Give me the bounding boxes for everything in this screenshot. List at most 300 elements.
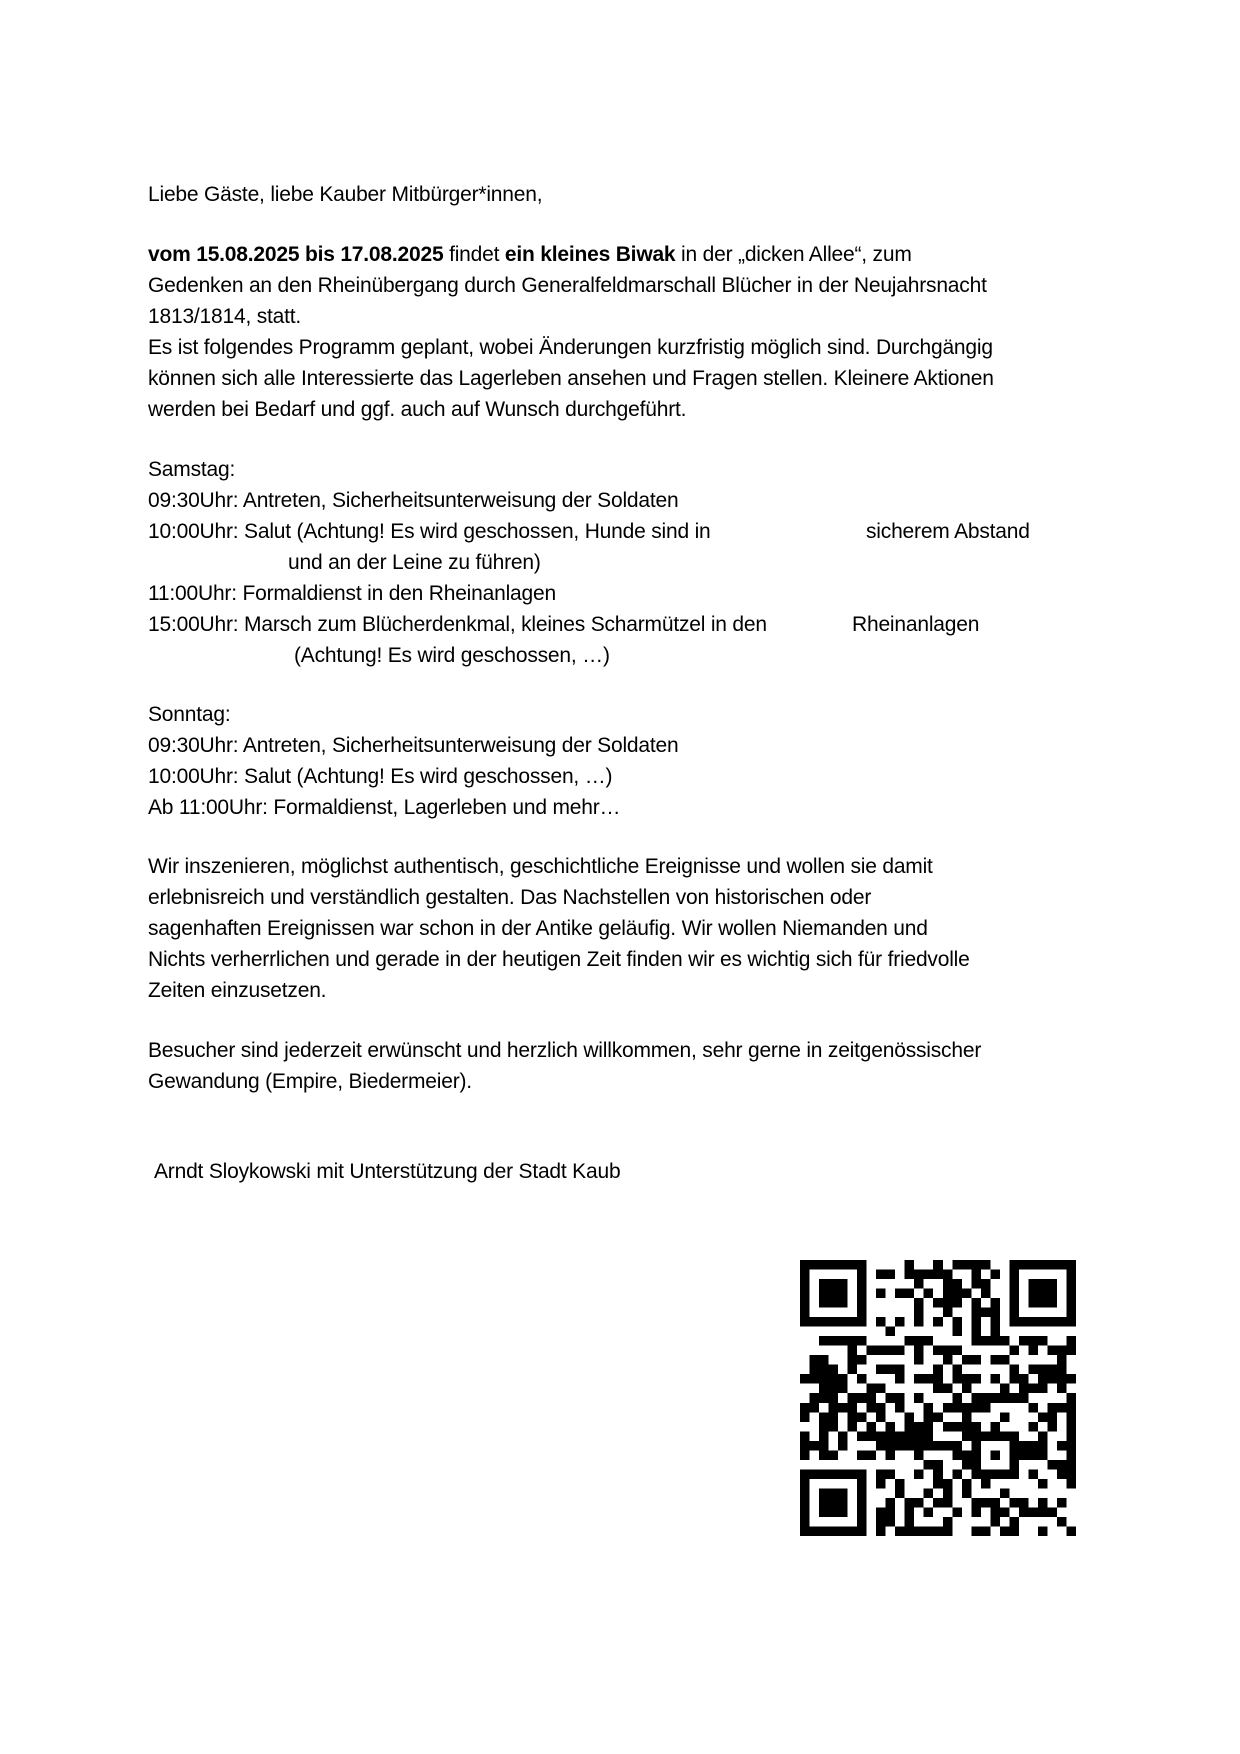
- qr-module: [886, 1365, 896, 1375]
- qr-module: [1066, 1298, 1076, 1308]
- qr-module: [1038, 1317, 1048, 1327]
- qr-module: [829, 1412, 839, 1422]
- qr-module: [1028, 1260, 1038, 1270]
- qr-module: [886, 1498, 896, 1508]
- qr-module: [857, 1393, 867, 1403]
- qr-module: [876, 1412, 886, 1422]
- qr-module: [1047, 1422, 1057, 1432]
- qr-module: [971, 1498, 981, 1508]
- qr-module: [838, 1298, 848, 1308]
- qr-module: [914, 1308, 924, 1318]
- qr-module: [971, 1317, 981, 1327]
- qr-module: [819, 1488, 829, 1498]
- qr-module: [1038, 1374, 1048, 1384]
- qr-module: [971, 1431, 981, 1441]
- qr-module: [1066, 1308, 1076, 1318]
- qr-module: [971, 1507, 981, 1517]
- qr-module: [819, 1526, 829, 1536]
- qr-module: [857, 1260, 867, 1270]
- qr-module: [914, 1298, 924, 1308]
- qr-module: [990, 1308, 1000, 1318]
- qr-module: [1000, 1469, 1010, 1479]
- qr-module: [886, 1422, 896, 1432]
- qr-module: [1009, 1450, 1019, 1460]
- qr-module: [895, 1431, 905, 1441]
- qr-module: [810, 1469, 820, 1479]
- qr-module: [810, 1403, 820, 1413]
- qr-module: [933, 1374, 943, 1384]
- qr-module: [905, 1270, 915, 1280]
- qr-module: [981, 1403, 991, 1413]
- qr-module: [962, 1412, 972, 1422]
- qr-module: [990, 1507, 1000, 1517]
- qr-module: [886, 1393, 896, 1403]
- saturday-item-continued: sicherem Abstand: [866, 520, 1030, 543]
- qr-module: [981, 1431, 991, 1441]
- qr-module: [810, 1374, 820, 1384]
- qr-module: [800, 1469, 810, 1479]
- qr-module: [895, 1346, 905, 1356]
- qr-module: [981, 1498, 991, 1508]
- qr-module: [990, 1517, 1000, 1527]
- qr-module: [800, 1479, 810, 1489]
- qr-module: [1009, 1431, 1019, 1441]
- qr-module: [876, 1507, 886, 1517]
- qr-module: [971, 1270, 981, 1280]
- qr-module: [848, 1336, 858, 1346]
- qr-module: [971, 1469, 981, 1479]
- qr-module: [943, 1488, 953, 1498]
- qr-module: [971, 1260, 981, 1270]
- qr-module: [1019, 1260, 1029, 1270]
- qr-module: [1009, 1460, 1019, 1470]
- qr-module: [838, 1279, 848, 1289]
- qr-module: [1038, 1431, 1048, 1441]
- qr-module: [1066, 1317, 1076, 1327]
- qr-module: [905, 1422, 915, 1432]
- qr-module: [981, 1526, 991, 1536]
- qr-module: [819, 1374, 829, 1384]
- qr-module: [952, 1441, 962, 1451]
- qr-module: [981, 1260, 991, 1270]
- qr-module: [838, 1403, 848, 1413]
- qr-module: [857, 1469, 867, 1479]
- qr-module: [1028, 1450, 1038, 1460]
- qr-module: [838, 1317, 848, 1327]
- qr-module: [829, 1526, 839, 1536]
- qr-module: [1009, 1279, 1019, 1289]
- qr-module: [914, 1431, 924, 1441]
- qr-module: [1009, 1289, 1019, 1299]
- qr-module: [1038, 1450, 1048, 1460]
- qr-module: [829, 1289, 839, 1299]
- statement-line: Wir inszenieren, möglichst authentisch, geschichtliche Ereignisse und wollen sie damit: [148, 855, 933, 878]
- qr-module: [924, 1374, 934, 1384]
- qr-module: [1066, 1346, 1076, 1356]
- qr-module: [876, 1289, 886, 1299]
- qr-module: [924, 1526, 934, 1536]
- qr-module: [857, 1479, 867, 1489]
- qr-module: [1066, 1441, 1076, 1451]
- qr-module: [971, 1336, 981, 1346]
- qr-module: [829, 1365, 839, 1375]
- qr-module: [971, 1450, 981, 1460]
- sunday-item: 09:30Uhr: Antreten, Sicherheitsunterweisung der Soldaten: [148, 734, 679, 757]
- qr-module: [895, 1526, 905, 1536]
- qr-module: [924, 1270, 934, 1280]
- qr-module: [1057, 1517, 1067, 1527]
- qr-module: [952, 1260, 962, 1270]
- qr-module: [1057, 1460, 1067, 1470]
- qr-module: [1028, 1422, 1038, 1432]
- qr-module: [981, 1336, 991, 1346]
- qr-module: [800, 1374, 810, 1384]
- qr-module: [857, 1270, 867, 1280]
- qr-module: [867, 1346, 877, 1356]
- qr-module: [886, 1450, 896, 1460]
- qr-module: [848, 1317, 858, 1327]
- qr-module: [990, 1450, 1000, 1460]
- qr-module: [1057, 1498, 1067, 1508]
- qr-module: [886, 1346, 896, 1356]
- qr-module: [857, 1498, 867, 1508]
- sunday-item: 10:00Uhr: Salut (Achtung! Es wird geschossen, …): [148, 765, 613, 788]
- qr-module: [1047, 1289, 1057, 1299]
- qr-module: [886, 1270, 896, 1280]
- qr-module: [1019, 1450, 1029, 1460]
- qr-module: [838, 1526, 848, 1536]
- qr-module: [914, 1279, 924, 1289]
- qr-module: [1066, 1469, 1076, 1479]
- qr-module: [857, 1355, 867, 1365]
- qr-module: [800, 1450, 810, 1460]
- qr-module: [848, 1412, 858, 1422]
- qr-module: [857, 1507, 867, 1517]
- qr-module: [1009, 1441, 1019, 1451]
- qr-module: [1066, 1431, 1076, 1441]
- qr-module: [924, 1403, 934, 1413]
- qr-module: [914, 1526, 924, 1536]
- qr-module: [1009, 1270, 1019, 1280]
- saturday-item: 10:00Uhr: Salut (Achtung! Es wird geschossen, Hunde sind in: [148, 520, 711, 543]
- qr-module: [1057, 1260, 1067, 1270]
- qr-module: [1038, 1441, 1048, 1451]
- qr-module: [829, 1403, 839, 1413]
- qr-module: [905, 1289, 915, 1299]
- qr-module: [971, 1526, 981, 1536]
- qr-module: [848, 1355, 858, 1365]
- qr-module: [962, 1355, 972, 1365]
- qr-module: [895, 1393, 905, 1403]
- qr-module: [981, 1289, 991, 1299]
- qr-module: [905, 1260, 915, 1270]
- qr-module: [971, 1460, 981, 1470]
- qr-module: [810, 1365, 820, 1375]
- qr-module: [1009, 1317, 1019, 1327]
- qr-module: [905, 1412, 915, 1422]
- qr-module: [1066, 1526, 1076, 1536]
- qr-module: [1019, 1384, 1029, 1394]
- qr-module: [933, 1298, 943, 1308]
- qr-module: [848, 1526, 858, 1536]
- qr-module: [876, 1479, 886, 1489]
- qr-module: [857, 1450, 867, 1460]
- qr-module: [933, 1365, 943, 1375]
- qr-module: [819, 1355, 829, 1365]
- qr-module: [876, 1403, 886, 1413]
- statement-line: erlebnisreich und verständlich gestalten. Das Nachstellen von historischen oder: [148, 886, 872, 909]
- qr-module: [914, 1422, 924, 1432]
- qr-module: [1038, 1279, 1048, 1289]
- qr-module: [829, 1374, 839, 1384]
- qr-module: [971, 1308, 981, 1318]
- qr-module: [1038, 1298, 1048, 1308]
- qr-module: [933, 1384, 943, 1394]
- qr-module: [867, 1431, 877, 1441]
- qr-module: [810, 1526, 820, 1536]
- qr-module: [962, 1422, 972, 1432]
- qr-module: [990, 1498, 1000, 1508]
- qr-module: [914, 1441, 924, 1451]
- qr-module: [914, 1270, 924, 1280]
- qr-module: [943, 1298, 953, 1308]
- qr-module: [876, 1270, 886, 1280]
- qr-module: [1066, 1374, 1076, 1384]
- qr-module: [895, 1403, 905, 1413]
- qr-module: [914, 1469, 924, 1479]
- qr-module: [1066, 1260, 1076, 1270]
- qr-module: [962, 1479, 972, 1489]
- intro-line-3: 1813/1814, statt.: [148, 305, 302, 328]
- qr-module: [1000, 1384, 1010, 1394]
- program-intro-line: Es ist folgendes Programm geplant, wobei Änderungen kurzfristig möglich sind. Durchgängig: [148, 336, 993, 359]
- statement-line: Zeiten einzusetzen.: [148, 979, 327, 1002]
- intro-text-1: findet: [443, 243, 505, 266]
- qr-module: [1066, 1450, 1076, 1460]
- qr-module: [895, 1365, 905, 1375]
- qr-module: [905, 1526, 915, 1536]
- qr-module: [867, 1403, 877, 1413]
- qr-module: [829, 1279, 839, 1289]
- qr-module: [1038, 1498, 1048, 1508]
- signature: Arndt Sloykowski mit Unterstützung der Stadt Kaub: [154, 1160, 621, 1183]
- qr-module: [819, 1336, 829, 1346]
- saturday-item: 15:00Uhr: Marsch zum Blücherdenkmal, kleines Scharmützel in den: [148, 613, 767, 636]
- qr-module: [1028, 1469, 1038, 1479]
- qr-module: [857, 1279, 867, 1289]
- qr-module: [1047, 1365, 1057, 1375]
- qr-module: [895, 1479, 905, 1489]
- qr-module: [800, 1517, 810, 1527]
- qr-module: [810, 1260, 820, 1270]
- qr-module: [838, 1289, 848, 1299]
- qr-module: [933, 1270, 943, 1280]
- qr-module: [1066, 1336, 1076, 1346]
- qr-module: [800, 1308, 810, 1318]
- qr-module: [829, 1384, 839, 1394]
- qr-module: [876, 1469, 886, 1479]
- qr-module: [819, 1260, 829, 1270]
- qr-module: [1028, 1336, 1038, 1346]
- qr-module: [1038, 1479, 1048, 1489]
- qr-module: [1000, 1393, 1010, 1403]
- qr-module: [819, 1412, 829, 1422]
- qr-module: [1000, 1355, 1010, 1365]
- qr-module: [800, 1488, 810, 1498]
- sunday-heading: Sonntag:: [148, 703, 231, 726]
- qr-module: [1038, 1365, 1048, 1375]
- qr-module: [848, 1365, 858, 1375]
- qr-module: [924, 1441, 934, 1451]
- qr-module: [962, 1384, 972, 1394]
- qr-module: [857, 1488, 867, 1498]
- qr-module: [848, 1469, 858, 1479]
- qr-module: [800, 1412, 810, 1422]
- qr-module: [886, 1431, 896, 1441]
- saturday-heading: Samstag:: [148, 458, 236, 481]
- qr-module: [1009, 1517, 1019, 1527]
- qr-module: [867, 1384, 877, 1394]
- qr-module: [1028, 1384, 1038, 1394]
- qr-module: [943, 1403, 953, 1413]
- qr-module: [876, 1365, 886, 1375]
- qr-module: [943, 1270, 953, 1280]
- qr-module: [829, 1469, 839, 1479]
- qr-module: [800, 1279, 810, 1289]
- qr-module: [800, 1289, 810, 1299]
- qr-module: [876, 1517, 886, 1527]
- qr-module: [1000, 1507, 1010, 1517]
- qr-module: [1019, 1374, 1029, 1384]
- qr-module: [952, 1469, 962, 1479]
- qr-module: [924, 1431, 934, 1441]
- qr-module: [933, 1317, 943, 1327]
- qr-module: [924, 1289, 934, 1299]
- qr-module: [800, 1431, 810, 1441]
- qr-module: [1038, 1526, 1048, 1536]
- qr-module: [876, 1441, 886, 1451]
- qr-module: [857, 1308, 867, 1318]
- qr-module: [933, 1441, 943, 1451]
- qr-module: [914, 1355, 924, 1365]
- qr-module: [1009, 1346, 1019, 1356]
- qr-module: [943, 1517, 953, 1527]
- qr-module: [867, 1422, 877, 1432]
- qr-module: [819, 1469, 829, 1479]
- qr-module: [933, 1346, 943, 1356]
- qr-module: [819, 1450, 829, 1460]
- qr-module: [952, 1450, 962, 1460]
- intro-line-2: Gedenken an den Rheinübergang durch Generalfeldmarschall Blücher in der Neujahrsnacht: [148, 274, 987, 297]
- qr-module: [914, 1317, 924, 1327]
- qr-module: [971, 1422, 981, 1432]
- qr-module: [800, 1403, 810, 1413]
- qr-module: [971, 1403, 981, 1413]
- qr-module: [981, 1393, 991, 1403]
- qr-module: [810, 1393, 820, 1403]
- qr-module: [1057, 1346, 1067, 1356]
- event-name: ein kleines Biwak: [504, 243, 676, 266]
- qr-module: [933, 1260, 943, 1270]
- qr-module: [1009, 1393, 1019, 1403]
- qr-module: [829, 1317, 839, 1327]
- program-intro-line: können sich alle Interessierte das Lagerleben ansehen und Fragen stellen. Kleinere Aktionen: [148, 367, 994, 390]
- qr-module: [800, 1507, 810, 1517]
- qr-module: [1028, 1507, 1038, 1517]
- qr-module: [962, 1403, 972, 1413]
- qr-module: [819, 1441, 829, 1451]
- qr-module: [819, 1279, 829, 1289]
- qr-module: [819, 1507, 829, 1517]
- qr-module: [819, 1431, 829, 1441]
- qr-module: [981, 1469, 991, 1479]
- qr-module: [952, 1393, 962, 1403]
- qr-module: [1028, 1365, 1038, 1375]
- qr-module: [962, 1450, 972, 1460]
- qr-module: [819, 1317, 829, 1327]
- qr-module: [1066, 1403, 1076, 1413]
- qr-module: [914, 1336, 924, 1346]
- qr-module: [1009, 1374, 1019, 1384]
- qr-module: [895, 1488, 905, 1498]
- qr-module: [1038, 1384, 1048, 1394]
- qr-module: [1009, 1298, 1019, 1308]
- qr-module: [1038, 1289, 1048, 1299]
- qr-module: [819, 1289, 829, 1299]
- qr-module: [971, 1298, 981, 1308]
- qr-module: [990, 1298, 1000, 1308]
- sunday-item: Ab 11:00Uhr: Formaldienst, Lagerleben und mehr…: [148, 796, 621, 819]
- qr-module: [971, 1327, 981, 1337]
- qr-module: [1000, 1526, 1010, 1536]
- visitors-line: Gewandung (Empire, Biedermeier).: [148, 1070, 472, 1093]
- visitors-line: Besucher sind jederzeit erwünscht und herzlich willkommen, sehr gerne in zeitgenössischer: [148, 1039, 982, 1062]
- qr-module: [1038, 1260, 1048, 1270]
- qr-module: [1057, 1469, 1067, 1479]
- saturday-item-continued: (Achtung! Es wird geschossen, …): [294, 644, 610, 667]
- qr-module: [952, 1365, 962, 1375]
- qr-module: [1047, 1317, 1057, 1327]
- qr-module: [886, 1327, 896, 1337]
- qr-module: [1057, 1374, 1067, 1384]
- qr-module: [838, 1441, 848, 1451]
- qr-module: [838, 1374, 848, 1384]
- qr-module: [1066, 1270, 1076, 1280]
- qr-module: [962, 1374, 972, 1384]
- greeting: Liebe Gäste, liebe Kauber Mitbürger*innen,: [148, 183, 543, 206]
- qr-module: [857, 1317, 867, 1327]
- qr-module: [848, 1403, 858, 1413]
- qr-module: [1000, 1488, 1010, 1498]
- qr-module: [905, 1336, 915, 1346]
- qr-module: [952, 1422, 962, 1432]
- qr-module: [1028, 1403, 1038, 1413]
- qr-module: [971, 1279, 981, 1289]
- qr-module: [905, 1507, 915, 1517]
- qr-module: [1009, 1260, 1019, 1270]
- qr-module: [1066, 1412, 1076, 1422]
- qr-module: [962, 1488, 972, 1498]
- qr-module: [829, 1488, 839, 1498]
- qr-module: [895, 1289, 905, 1299]
- qr-module: [933, 1498, 943, 1508]
- qr-module: [943, 1289, 953, 1299]
- qr-module: [810, 1355, 820, 1365]
- qr-module: [1057, 1317, 1067, 1327]
- qr-module: [943, 1384, 953, 1394]
- qr-module: [1009, 1526, 1019, 1536]
- qr-module: [838, 1336, 848, 1346]
